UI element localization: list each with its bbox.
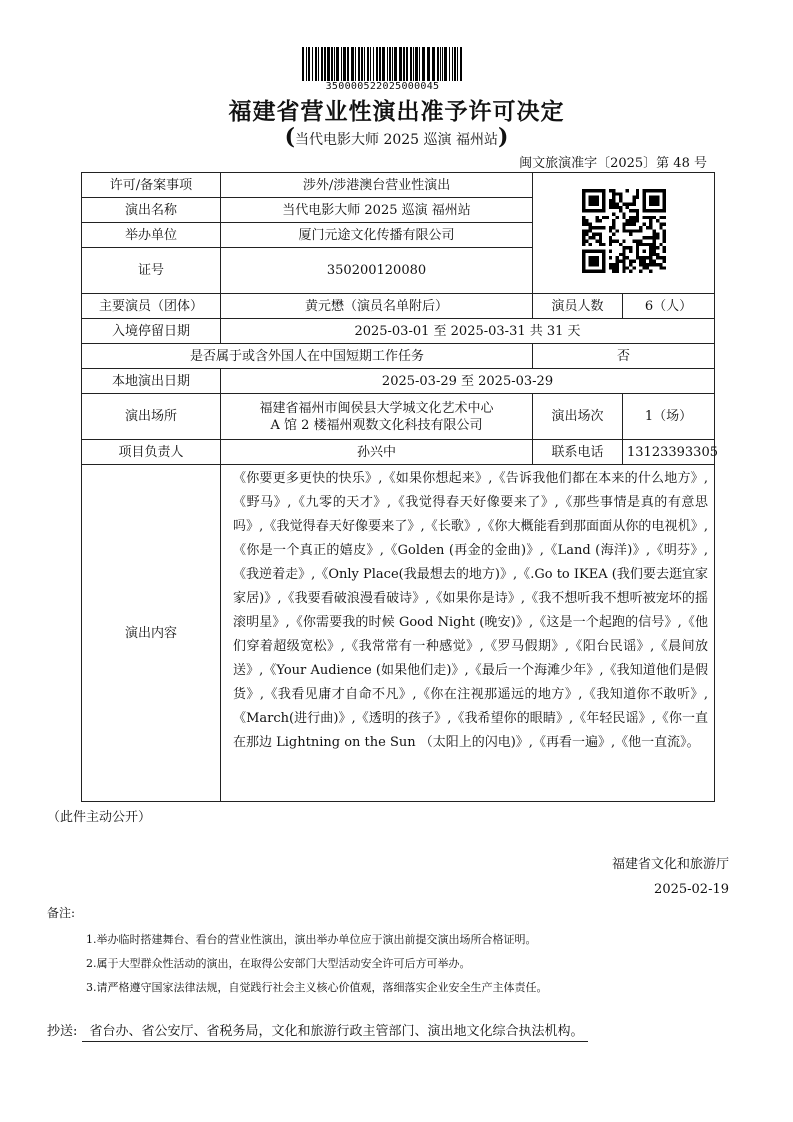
remark-item: 3.请严格遵守国家法律法规，自觉践行社会主义核心价值观，落细落实企业安全生产主体责任。 xyxy=(86,981,548,994)
phone-label: 联系电话 xyxy=(533,440,623,465)
cc-line xyxy=(47,1020,588,1039)
performer-count-value: 6（人） xyxy=(623,294,715,319)
show-name-value: 当代电影大师 2025 巡演 福州站 xyxy=(221,198,533,223)
public-note: （此件主动公开） xyxy=(47,810,152,825)
issuer-block xyxy=(612,852,729,902)
subtitle-text: 当代电影大师 2025 巡演 福州站 xyxy=(295,132,498,148)
license-type-label: 许可/备案事项 xyxy=(82,173,221,198)
license-type-value: 涉外/涉港澳台营业性演出 xyxy=(221,173,533,198)
venue-line-1: 福建省福州市闽侯县大学城文化艺术中心 xyxy=(259,400,494,416)
stay-dates-value: 2025-03-01 至 2025-03-31 共 31 天 xyxy=(221,319,715,344)
document-title: 福建省营业性演出准予许可决定 xyxy=(228,98,565,125)
cert-value: 350200120080 xyxy=(221,248,533,294)
local-date-label: 本地演出日期 xyxy=(82,369,221,394)
stay-dates-label: 入境停留日期 xyxy=(82,319,221,344)
performers-value: 黄元懋（演员名单附后） xyxy=(221,294,533,319)
remarks-list xyxy=(86,928,548,1000)
sessions-label: 演出场次 xyxy=(533,394,623,440)
venue-line-2: A 馆 2 楼福州观数文化科技有限公司 xyxy=(270,417,483,433)
sessions-value: 1（场） xyxy=(623,394,715,440)
manager-label: 项目负责人 xyxy=(82,440,221,465)
cc-label: 抄送: xyxy=(47,1024,78,1039)
performer-count-label: 演员人数 xyxy=(533,294,623,319)
manager-value: 孙兴中 xyxy=(221,440,533,465)
remarks-label: 备注: xyxy=(47,906,76,920)
barcode-number: 350000522025000045 xyxy=(325,81,440,92)
venue-label: 演出场所 xyxy=(82,394,221,440)
issue-date: 2025-02-19 xyxy=(654,882,729,897)
qr-cell xyxy=(533,173,715,294)
local-date-value: 2025-03-29 至 2025-03-29 xyxy=(221,369,715,394)
barcode-icon xyxy=(302,47,464,81)
venue-value xyxy=(221,394,533,440)
foreign-work-value: 否 xyxy=(533,344,715,369)
permit-table xyxy=(81,172,718,802)
remark-item: 2.属于大型群众性活动的演出，在取得公安部门大型活动安全许可后方可举办。 xyxy=(86,957,471,970)
cc-recipients: 省台办、省公安厅、省税务局，文化和旅游行政主管部门、演出地文化综合执法机构。 xyxy=(82,1024,588,1042)
show-name-label: 演出名称 xyxy=(82,198,221,223)
foreign-work-label: 是否属于或含外国人在中国短期工作任务 xyxy=(82,344,533,369)
cert-label: 证号 xyxy=(82,248,221,294)
organizer-label: 举办单位 xyxy=(82,223,221,248)
document-number: 闽文旅演准字〔2025〕第 48 号 xyxy=(519,156,707,171)
performers-label: 主要演员（团体） xyxy=(82,294,221,319)
qr-code-icon xyxy=(582,189,666,273)
content-label: 演出内容 xyxy=(82,465,221,802)
phone-value: 13123393305 xyxy=(623,440,715,465)
document-subtitle: (当代电影大师 2025 巡演 福州站) xyxy=(284,124,509,150)
content-value: 《你要更多更快的快乐》,《如果你想起来》,《告诉我他们都在本来的什么地方》,《野马》,《九零的天才》,《我觉得春天好像要来了》,《那些事情是真的有意思吗》,《我觉得春天好像要来了》,《长歌》,《你大概能看到那面面从你的电视机》,《你是一个真正的嬉皮》,《Golden (再金的金曲)》,《Land (海洋)》,《明芬》,《我逆着走》,《Only Place(我最想去的地方)》,《.Go to IKEA (我们要去逛宜家家居)》,《我要看破浪漫看破诗》,《如果你是诗》,《我不想听我不想听被宠坏的摇滚明星》,《你需要我的时候 Good Night (晚安)》,《这是一个起跑的信号》,《他们穿着超级宽松》,《我常常有一种感觉》,《罗马假期》,《阳台民谣》,《晨间放送》,《Your Audience (如果他们走)》,《最后一个海滩少年》,《我知道他们是假货》,《我看见庸才自命不凡》,《你在注视那遥远的地方》,《我知道你不敢听》,《March(进行曲)》,《透明的孩子》,《我希望你的眼睛》,《年轻民谣》,《你一直在那边 Lightning on the Sun （太阳上的闪电)》,《再看一遍》,《他一直流》。 xyxy=(221,465,715,802)
organizer-value: 厦门元途文化传播有限公司 xyxy=(221,223,533,248)
issuer-name: 福建省文化和旅游厅 xyxy=(611,857,729,872)
remark-item: 1.举办临时搭建舞台、看台的营业性演出，演出举办单位应于演出前提交演出场所合格证明。 xyxy=(86,933,537,946)
